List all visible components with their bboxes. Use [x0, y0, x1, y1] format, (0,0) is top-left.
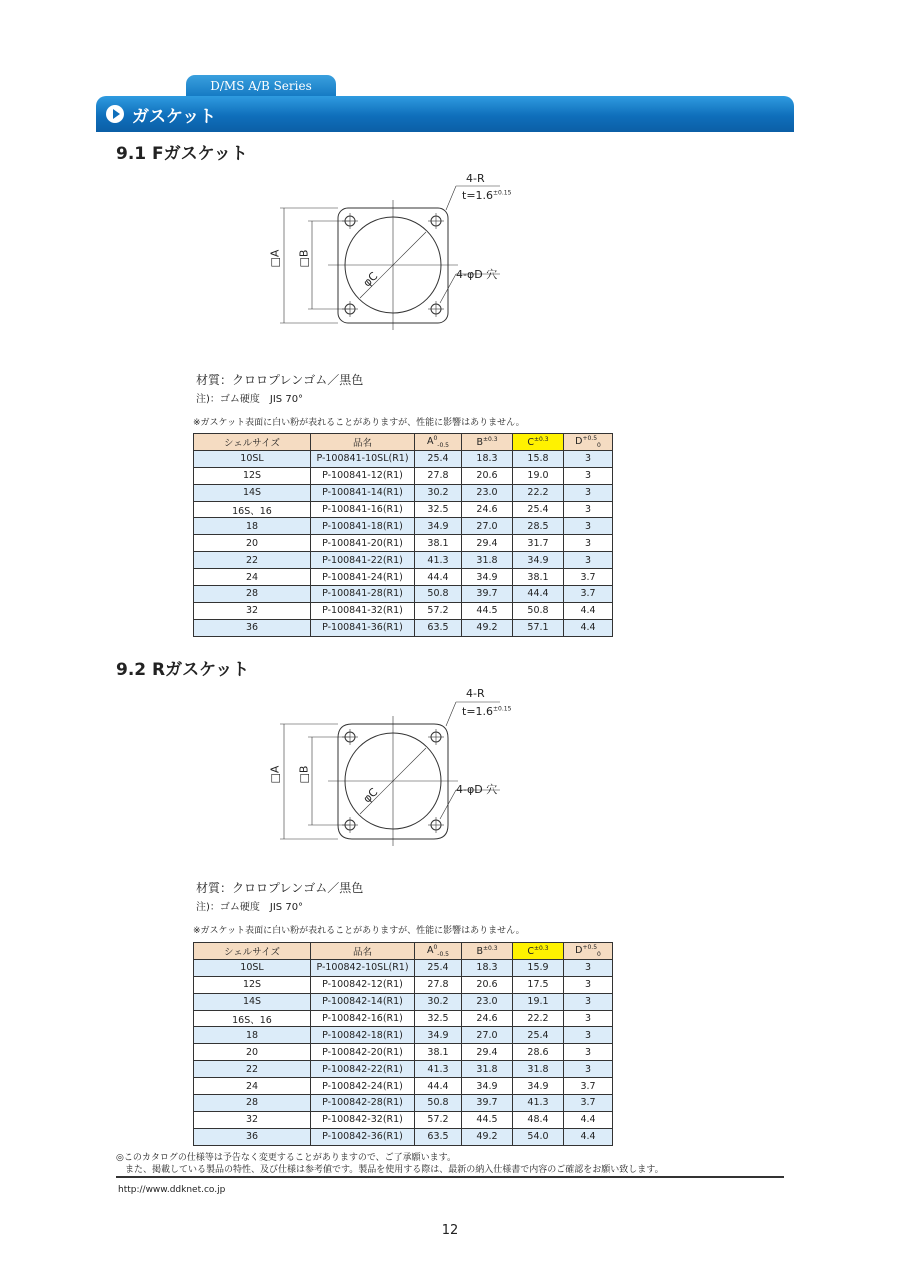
table-cell: 3.7: [564, 1078, 613, 1095]
table-header-row: [194, 943, 613, 960]
table-cell: P-100841-14(R1): [311, 484, 415, 501]
table-cell: 3: [564, 993, 613, 1010]
drawing-label-d: 4-φD 穴: [456, 783, 498, 796]
table-cell: 3: [564, 450, 613, 467]
table-cell: 14S: [194, 993, 311, 1010]
table-cell: 49.2: [462, 619, 513, 636]
table-cell: P-100841-24(R1): [311, 569, 415, 586]
table-cell: 20: [194, 535, 311, 552]
table-cell: 30.2: [415, 993, 462, 1010]
table-cell: 38.1: [415, 1044, 462, 1061]
table-row: [194, 1078, 613, 1095]
caution-text: ※ガスケット表面に白い粉が表れることがありますが、性能に影響はありません。: [193, 926, 525, 936]
header-b: $B^{\pm 0.3}$: [462, 434, 513, 451]
table-row: [194, 1128, 613, 1145]
section-title: ガスケット: [132, 107, 217, 127]
table-cell: 3: [564, 1027, 613, 1044]
drawing-label-r: 4-R: [466, 172, 485, 185]
table-row: [194, 619, 613, 636]
table-cell: 50.8: [415, 586, 462, 603]
table-cell: 3.7: [564, 569, 613, 586]
drawing-label-r: 4-R: [466, 687, 485, 700]
table-row: [194, 569, 613, 586]
table-cell: P-100841-18(R1): [311, 518, 415, 535]
table-row: [194, 1010, 613, 1027]
f-gasket-table: [193, 433, 613, 637]
table-cell: P-100841-22(R1): [311, 552, 415, 569]
table-cell: 22: [194, 1061, 311, 1078]
table-cell: P-100841-12(R1): [311, 467, 415, 484]
table-cell: 28.6: [513, 1044, 564, 1061]
table-cell: 16S、16: [194, 1010, 311, 1027]
table-cell: 30.2: [415, 484, 462, 501]
table-cell: 4.4: [564, 602, 613, 619]
table-cell: 18.3: [462, 959, 513, 976]
header-part-name: 品名: [311, 434, 415, 451]
table-cell: 44.4: [415, 1078, 462, 1095]
table-cell: 27.0: [462, 1027, 513, 1044]
table-cell: 4.4: [564, 1128, 613, 1145]
table-cell: P-100841-10SL(R1): [311, 450, 415, 467]
page-number: 12: [441, 1223, 459, 1238]
table-cell: 49.2: [462, 1128, 513, 1145]
table-cell: 22.2: [513, 1010, 564, 1027]
header-part-name: 品名: [311, 943, 415, 960]
table-cell: 15.9: [513, 959, 564, 976]
header-c: $C^{\pm 0.3}$: [513, 434, 564, 451]
table-cell: 18: [194, 1027, 311, 1044]
table-cell: 12S: [194, 976, 311, 993]
table-cell: 36: [194, 1128, 311, 1145]
table-cell: 23.0: [462, 993, 513, 1010]
header-shell-size: シェルサイズ: [194, 434, 311, 451]
table-row: [194, 450, 613, 467]
table-cell: P-100841-20(R1): [311, 535, 415, 552]
header-a: $A^0_{-0.5}$: [415, 434, 462, 451]
table-cell: 25.4: [513, 1027, 564, 1044]
hardness-note: 注)：ゴム硬度 JIS 70°: [196, 394, 304, 405]
table-cell: 36: [194, 619, 311, 636]
drawing-label-b: □B: [297, 249, 311, 268]
drawing-label-c: φC: [360, 785, 381, 806]
table-cell: 31.8: [513, 1061, 564, 1078]
table-cell: 24: [194, 1078, 311, 1095]
table-cell: 32.5: [415, 501, 462, 518]
table-cell: 19.0: [513, 467, 564, 484]
table-row: [194, 602, 613, 619]
table-cell: 22.2: [513, 484, 564, 501]
table-header-row: [194, 434, 613, 451]
table-cell: P-100842-14(R1): [311, 993, 415, 1010]
table-row: [194, 484, 613, 501]
table-row: [194, 535, 613, 552]
table-cell: 3: [564, 552, 613, 569]
table-cell: 44.4: [415, 569, 462, 586]
drawing-label-a: □A: [268, 765, 282, 784]
table-cell: 3: [564, 467, 613, 484]
play-icon: [106, 105, 124, 123]
table-cell: 10SL: [194, 450, 311, 467]
table-cell: 3: [564, 1061, 613, 1078]
section-title-bar: [96, 96, 794, 132]
table-cell: 28: [194, 586, 311, 603]
header-a: $A^0_{-0.5}$: [415, 943, 462, 960]
table-cell: 14S: [194, 484, 311, 501]
table-cell: 34.9: [513, 552, 564, 569]
table-cell: 28: [194, 1095, 311, 1112]
footer-notice-2: また、掲載している製品の特性、及び仕様は参考値です。製品を使用する際は、最新の納入仕様書で内容のご確認をお願い致します。: [116, 1165, 664, 1175]
table-cell: 25.4: [513, 501, 564, 518]
table-cell: 41.3: [513, 1095, 564, 1112]
table-cell: 24.6: [462, 501, 513, 518]
table-cell: 38.1: [513, 569, 564, 586]
table-cell: 20.6: [462, 976, 513, 993]
table-cell: 20.6: [462, 467, 513, 484]
table-cell: P-100842-36(R1): [311, 1128, 415, 1145]
footer-notice-1: ◎このカタログの仕様等は予告なく変更することがありますので、ご了承願います。: [116, 1153, 456, 1163]
hardness-note: 注)：ゴム硬度 JIS 70°: [196, 902, 304, 913]
table-cell: 3.7: [564, 586, 613, 603]
table-cell: P-100841-36(R1): [311, 619, 415, 636]
table-cell: 34.9: [462, 1078, 513, 1095]
table-cell: 31.8: [462, 1061, 513, 1078]
table-row: [194, 518, 613, 535]
table-cell: 41.3: [415, 1061, 462, 1078]
drawing-label-thickness: $t=1.6^{\pm 0.15}$: [462, 189, 512, 202]
table-cell: P-100842-24(R1): [311, 1078, 415, 1095]
table-cell: 48.4: [513, 1111, 564, 1128]
table-cell: 3: [564, 535, 613, 552]
table-cell: 39.7: [462, 1095, 513, 1112]
table-cell: 25.4: [415, 959, 462, 976]
table-cell: 34.9: [415, 518, 462, 535]
table-cell: 15.8: [513, 450, 564, 467]
table-cell: 19.1: [513, 993, 564, 1010]
table-cell: 24.6: [462, 1010, 513, 1027]
table-row: [194, 1027, 613, 1044]
heading-f-gasket: 9.1 Fガスケット: [116, 144, 248, 164]
table-cell: 3: [564, 518, 613, 535]
table-cell: 16S、16: [194, 501, 311, 518]
table-cell: 23.0: [462, 484, 513, 501]
material-text: 材質：クロロプレンゴム／黒色: [196, 881, 364, 895]
table-cell: 39.7: [462, 586, 513, 603]
table-cell: 63.5: [415, 619, 462, 636]
table-cell: 4.4: [564, 619, 613, 636]
table-cell: 57.1: [513, 619, 564, 636]
table-row: [194, 959, 613, 976]
table-cell: 41.3: [415, 552, 462, 569]
table-row: [194, 552, 613, 569]
table-cell: P-100841-32(R1): [311, 602, 415, 619]
header-b: $B^{\pm 0.3}$: [462, 943, 513, 960]
table-cell: P-100842-20(R1): [311, 1044, 415, 1061]
table-row: [194, 1044, 613, 1061]
table-cell: 3: [564, 1044, 613, 1061]
drawing-label-d: 4-φD 穴: [456, 268, 498, 281]
table-cell: 24: [194, 569, 311, 586]
table-cell: 10SL: [194, 959, 311, 976]
table-cell: P-100842-32(R1): [311, 1111, 415, 1128]
table-cell: P-100841-28(R1): [311, 586, 415, 603]
table-cell: 3: [564, 976, 613, 993]
table-cell: 22: [194, 552, 311, 569]
table-row: [194, 586, 613, 603]
drawing-label-b: □B: [297, 765, 311, 784]
table-cell: 31.7: [513, 535, 564, 552]
table-row: [194, 993, 613, 1010]
table-cell: 20: [194, 1044, 311, 1061]
r-gasket-table: [193, 942, 613, 1146]
table-cell: 28.5: [513, 518, 564, 535]
table-cell: 44.5: [462, 1111, 513, 1128]
table-cell: P-100842-22(R1): [311, 1061, 415, 1078]
footer-divider: [116, 1176, 784, 1178]
table-cell: 50.8: [415, 1095, 462, 1112]
table-cell: P-100841-16(R1): [311, 501, 415, 518]
table-cell: 32: [194, 1111, 311, 1128]
drawing-label-a: □A: [268, 249, 282, 268]
table-cell: 3: [564, 1010, 613, 1027]
table-cell: 29.4: [462, 1044, 513, 1061]
table-cell: P-100842-28(R1): [311, 1095, 415, 1112]
footer-url[interactable]: http://www.ddknet.co.jp: [118, 1185, 226, 1195]
table-cell: P-100842-16(R1): [311, 1010, 415, 1027]
table-cell: 18.3: [462, 450, 513, 467]
table-cell: 27.8: [415, 976, 462, 993]
table-cell: 29.4: [462, 535, 513, 552]
table-row: [194, 467, 613, 484]
table-cell: P-100842-10SL(R1): [311, 959, 415, 976]
table-cell: 57.2: [415, 602, 462, 619]
caution-text: ※ガスケット表面に白い粉が表れることがありますが、性能に影響はありません。: [193, 418, 525, 428]
table-cell: 44.4: [513, 586, 564, 603]
table-row: [194, 976, 613, 993]
drawing-label-thickness: $t=1.6^{\pm 0.15}$: [462, 705, 512, 718]
material-text: 材質：クロロプレンゴム／黒色: [196, 373, 364, 387]
table-cell: 44.5: [462, 602, 513, 619]
table-cell: 38.1: [415, 535, 462, 552]
drawing-label-c: φC: [360, 269, 381, 290]
table-cell: 57.2: [415, 1111, 462, 1128]
header-c: $C^{\pm 0.3}$: [513, 943, 564, 960]
table-cell: 54.0: [513, 1128, 564, 1145]
table-cell: 34.9: [415, 1027, 462, 1044]
table-cell: P-100842-18(R1): [311, 1027, 415, 1044]
header-shell-size: シェルサイズ: [194, 943, 311, 960]
header-d: $D^{+0.5}_0$: [564, 943, 613, 960]
table-cell: 25.4: [415, 450, 462, 467]
table-cell: 50.8: [513, 602, 564, 619]
table-cell: 12S: [194, 467, 311, 484]
table-cell: 34.9: [462, 569, 513, 586]
table-cell: 18: [194, 518, 311, 535]
table-cell: 63.5: [415, 1128, 462, 1145]
table-cell: 32: [194, 602, 311, 619]
table-cell: 4.4: [564, 1111, 613, 1128]
table-cell: 27.0: [462, 518, 513, 535]
table-cell: P-100842-12(R1): [311, 976, 415, 993]
table-row: [194, 501, 613, 518]
table-cell: 31.8: [462, 552, 513, 569]
header-d: $D^{+0.5}_0$: [564, 434, 613, 451]
table-row: [194, 1061, 613, 1078]
table-cell: 3: [564, 501, 613, 518]
table-row: [194, 1095, 613, 1112]
table-cell: 17.5: [513, 976, 564, 993]
table-cell: 34.9: [513, 1078, 564, 1095]
table-cell: 3: [564, 484, 613, 501]
table-cell: 27.8: [415, 467, 462, 484]
table-row: [194, 1111, 613, 1128]
heading-r-gasket: 9.2 Rガスケット: [116, 660, 250, 680]
table-cell: 3.7: [564, 1095, 613, 1112]
table-cell: 3: [564, 959, 613, 976]
series-tab: D/MS A/B Series: [186, 75, 336, 97]
table-cell: 32.5: [415, 1010, 462, 1027]
